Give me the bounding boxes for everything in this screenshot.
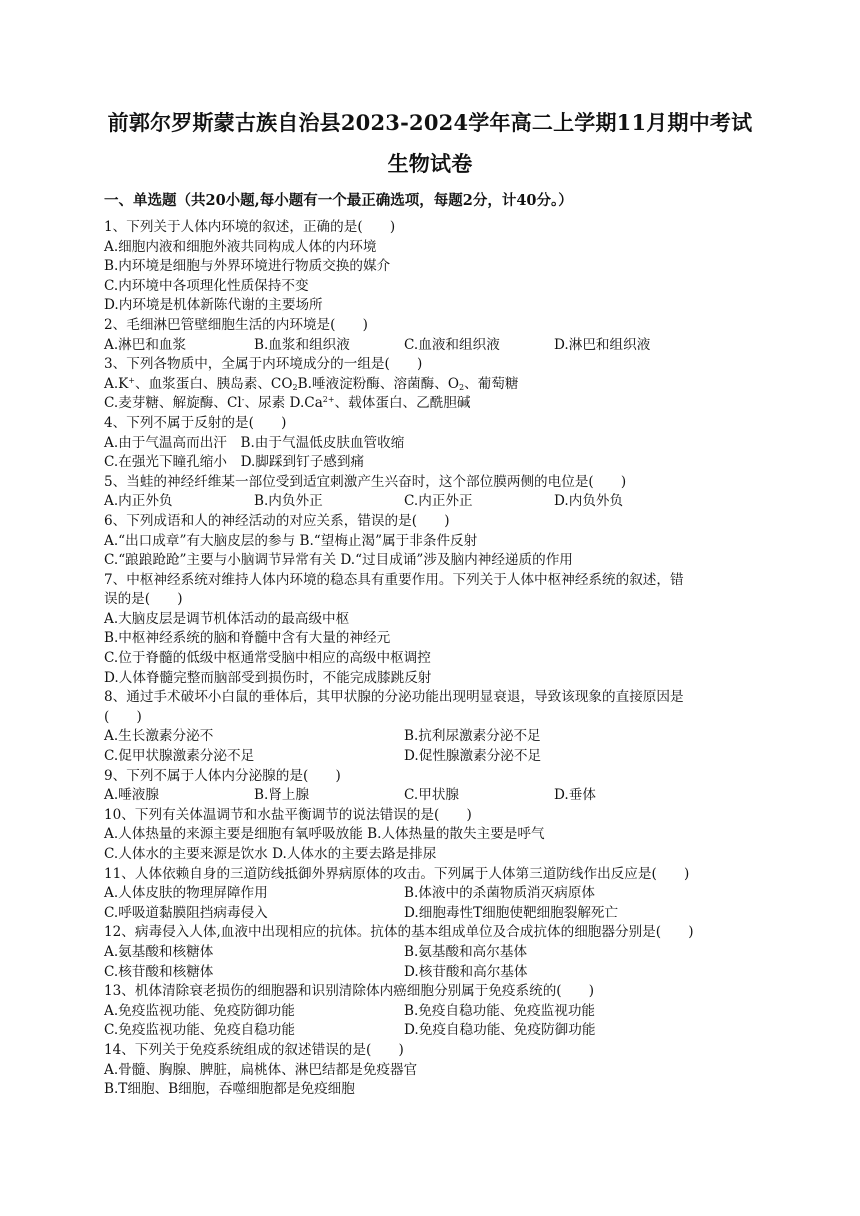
question-6-options-ab: A.“出口成章”有大脑皮层的参与 B.“望梅止渴”属于非条件反射: [104, 532, 478, 549]
question-10-stem: 10、下列有关体温调节和水盐平衡调节的说法错误的是( ): [104, 806, 472, 823]
question-8-options-ab: [104, 727, 764, 747]
question-8-stem: 8、通过手术破坏小白鼠的垂体后，其甲状腺的分泌功能出现明显衰退，导致该现象的直接原因是: [104, 689, 684, 706]
question-5-option-c: C.内正外正: [404, 493, 473, 510]
question-7-option-a: A.大脑皮层是调节机体活动的最高级中枢: [104, 610, 350, 627]
question-12-options-ab: [104, 943, 764, 963]
question-6-options-cd: C.“踉踉跄跄”主要与小脑调节异常有关 D.“过目成诵”涉及脑内神经递质的作用: [104, 552, 573, 569]
question-9-option-d: D.垂体: [554, 787, 596, 804]
question-12-option-d: D.核苷酸和高尔基体: [404, 963, 528, 980]
superscript: 2+: [322, 395, 335, 405]
question-8-option-c: C.促甲状腺激素分泌不足: [104, 748, 255, 765]
question-7-stem: 7、中枢神经系统对维持人体内环境的稳态具有重要作用。下列关于人体中枢神经系统的叙述，错: [104, 571, 684, 588]
question-4-options-ab: A.由于气温高而出汗 B.由于气温低皮肤血管收缩: [104, 434, 405, 451]
q3-text: 、葡萄糖: [464, 375, 519, 392]
q3-text: 、血浆蛋白、胰岛素、CO: [135, 375, 293, 392]
question-11-options-cd: [104, 904, 764, 924]
question-5-option-a: A.内正外负: [104, 493, 173, 510]
question-1-option-c: C.内环境中各项理化性质保持不变: [104, 277, 309, 294]
question-9-option-b: B.肾上腺: [254, 787, 310, 804]
question-9-options: [104, 786, 764, 806]
exam-title-line2: 生物试卷: [387, 151, 473, 176]
question-12-stem: 12、病毒侵入人体,血液中出现相应的抗体。抗体的基本组成单位及合成抗体的细胞器分别是( ): [104, 924, 694, 941]
question-2-option-d: D.淋巴和组织液: [554, 336, 651, 353]
question-6-stem: 6、下列成语和人的神经活动的对应关系，错误的是( ): [104, 512, 450, 529]
question-5-stem: 5、当蛙的神经纤维某一部位受到适宜刺激产生兴奋时，这个部位膜两侧的电位是( ): [104, 473, 627, 490]
question-12-option-c: C.核苷酸和核糖体: [104, 963, 214, 980]
question-14-stem: 14、下列关于免疫系统组成的叙述错误的是( ): [104, 1041, 404, 1058]
question-10-options-ab: A.人体热量的来源主要是细胞有氧呼吸放能 B.人体热量的散失主要是呼气: [104, 826, 545, 843]
question-11-options-ab: [104, 884, 764, 904]
question-10-options-cd: C.人体水的主要来源是饮水 D.人体水的主要去路是排尿: [104, 846, 437, 862]
q3-text: 、尿素 D.Ca: [244, 395, 323, 412]
question-5-option-d: D.内负外负: [554, 493, 624, 510]
superscript: -: [241, 395, 245, 405]
question-12-option-b: B.氨基酸和高尔基体: [404, 943, 528, 960]
question-14-option-a: A.骨髓、胸腺、脾脏，扁桃体、淋巴结都是免疫器官: [104, 1061, 418, 1078]
exam-title-line1: 前郭尔罗斯蒙古族自治县2023-2024学年高二上学期11月期中考试: [107, 110, 753, 135]
question-3-options-ab: [104, 375, 764, 395]
question-13-options-ab: [104, 1002, 764, 1022]
subscript: 2: [292, 382, 298, 392]
question-8-stem-cont: ( ): [104, 708, 142, 725]
question-11-option-d: D.细胞毒性T细胞使靶细胞裂解死亡: [404, 904, 619, 921]
question-8-options-cd: [104, 747, 764, 767]
question-7-stem-cont: 误的是( ): [104, 591, 183, 608]
question-11-option-a: A.人体皮肤的物理屏障作用: [104, 885, 268, 902]
question-12-option-a: A.氨基酸和核糖体: [104, 943, 214, 960]
question-9-option-c: C.甲状腺: [404, 787, 460, 804]
question-8-option-b: B.抗利尿激素分泌不足: [404, 728, 541, 745]
question-2-option-b: B.血浆和组织液: [254, 336, 350, 353]
q3-text: A.K: [104, 375, 129, 392]
question-4-options-cd: C.在强光下瞳孔缩小 D.脚踩到钉子感到痛: [104, 454, 365, 471]
question-13-option-d: D.免疫自稳功能、免疫防御功能: [404, 1022, 596, 1039]
question-3-options-cd: [104, 394, 764, 414]
question-13-options-cd: [104, 1021, 764, 1041]
question-13-stem: 13、机体清除衰老损伤的细胞器和识别清除体内癌细胞分别属于免疫系统的( ): [104, 983, 595, 1000]
question-7-option-b: B.中枢神经系统的脑和脊髓中含有大量的神经元: [104, 630, 391, 647]
question-12-options-cd: [104, 963, 764, 983]
question-2-stem: 2、毛细淋巴管壁细胞生活的内环境是( ): [104, 316, 368, 333]
question-1-option-b: B.内环境是细胞与外界环境进行物质交换的媒介: [104, 258, 391, 275]
q3-text: 、载体蛋白、乙酰胆碱: [334, 395, 471, 412]
question-7-option-c: C.位于脊髓的低级中枢通常受脑中相应的高级中枢调控: [104, 650, 431, 667]
question-9-stem: 9、下列不属于人体内分泌腺的是( ): [104, 767, 341, 784]
question-11-option-c: C.呼吸道黏膜阻挡病毒侵入: [104, 904, 268, 921]
question-5-option-b: B.内负外正: [254, 493, 323, 510]
q3-text: C.麦芽糖、解旋酶、Cl: [104, 395, 242, 412]
question-5-options: [104, 492, 764, 512]
question-8-option-a: A.生长激素分泌不: [104, 728, 214, 745]
question-9-option-a: A.唾液腺: [104, 787, 159, 804]
question-13-option-b: B.免疫自稳功能、免疫监视功能: [404, 1002, 596, 1019]
question-14-option-b: B.T细胞、B细胞，吞噬细胞都是免疫细胞: [104, 1081, 355, 1098]
question-7-option-d: D.人体脊髓完整而脑部受到损伤时，不能完成膝跳反射: [104, 669, 432, 686]
question-1-option-d: D.内环境是机体新陈代谢的主要场所: [104, 297, 323, 314]
question-13-option-a: A.免疫监视功能、免疫防御功能: [104, 1002, 295, 1019]
question-13-option-c: C.免疫监视功能、免疫自稳功能: [104, 1022, 295, 1039]
superscript: +: [128, 375, 135, 385]
section-heading: 一、单选题（共20小题,每小题有一个最正确选项，每题2分，计40分。）: [104, 192, 573, 209]
question-2-option-a: A.淋巴和血浆: [104, 336, 187, 353]
q3-text: B.唾液淀粉酶、溶菌酶、O: [297, 375, 459, 392]
question-1-option-a: A.细胞内液和细胞外液共同构成人体的内环境: [104, 238, 377, 255]
question-3-stem: 3、下列各物质中，全属于内环境成分的一组是( ): [104, 356, 423, 373]
question-list: [104, 218, 764, 1100]
subscript: 2: [458, 382, 465, 392]
question-4-stem: 4、下列不属于反射的是( ): [104, 414, 287, 431]
question-1-stem: 1、下列关于人体内环境的叙述，正确的是( ): [104, 219, 396, 235]
question-2-options: [104, 336, 764, 356]
question-2-option-c: C.血液和组织液: [404, 336, 500, 353]
question-11-stem: 11、人体依赖自身的三道防线抵御外界病原体的攻击。下列属于人体第三道防线作出反应是( ): [104, 865, 690, 882]
question-8-option-d: D.促性腺激素分泌不足: [404, 748, 542, 765]
question-11-option-b: B.体液中的杀菌物质消灭病原体: [404, 885, 596, 902]
